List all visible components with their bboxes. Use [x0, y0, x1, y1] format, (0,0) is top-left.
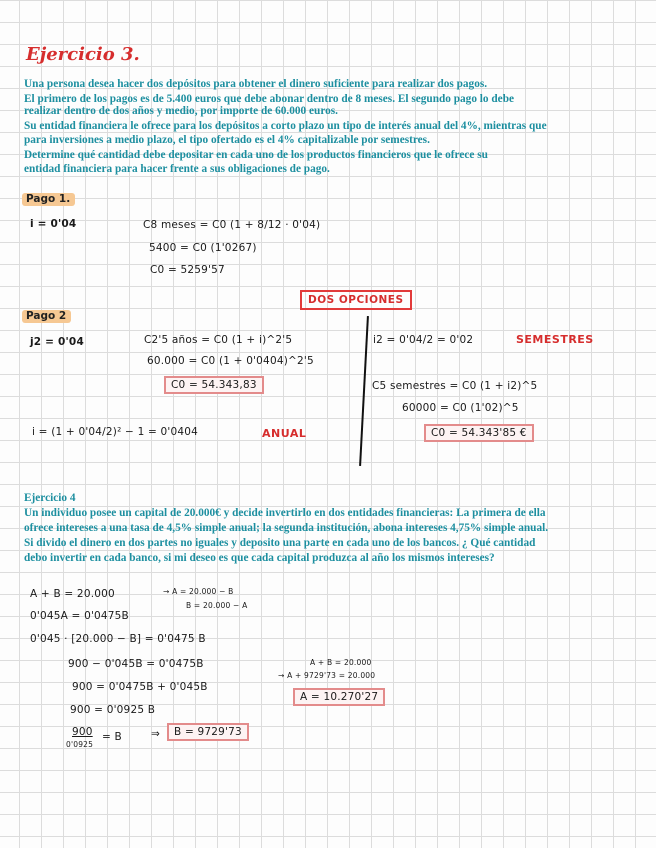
pago-1-equation-1: C8 meses = C0 (1 + 8/12 · 0'04)	[143, 219, 321, 231]
pago-2-label: Pago 2	[22, 310, 71, 323]
semester-equation-2: 60000 = C0 (1'02)^5	[402, 402, 519, 414]
annual-rate-equation: i = (1 + 0'04/2)² − 1 = 0'0404	[32, 426, 199, 438]
pago-1-equation-2: 5400 = C0 (1'0267)	[149, 242, 257, 254]
exercise-4-title: Ejercicio 4	[24, 492, 76, 504]
ex4-equation-1: A + B = 20.000	[30, 588, 115, 600]
ex4-equation-1-rewrite-b: B = 20.000 − A	[186, 601, 248, 610]
ex4-fraction-numerator: 900	[72, 726, 93, 738]
ex4-fraction-denominator: 0'0925	[66, 740, 94, 749]
exercise-3-title: Ejercicio 3.	[26, 44, 140, 65]
ex4-equation-6: 900 = 0'0925 B	[70, 704, 156, 716]
ex4-equation-1-rewrite-a: → A = 20.000 − B	[163, 587, 234, 596]
ex4-equation-5: 900 = 0'0475B + 0'045B	[72, 681, 208, 693]
pago-2-equation-2: 60.000 = C0 (1 + 0'0404)^2'5	[147, 355, 314, 367]
ex4-fraction-equals: = B	[102, 731, 122, 743]
ex4-statement-line-2: ofrece intereses a una tasa de 4,5% simple anual; la segunda institución, abona intereses 4,75% simple anual.	[24, 522, 549, 534]
options-divider	[359, 316, 369, 466]
ex4-statement-line-3: Si divido el dinero en dos partes no iguales y deposito una parte en cada uno de los bancos. ¿ Qué cantidad	[24, 537, 536, 549]
ex3-statement-line-4: Su entidad financiera le ofrece para los depósitos a corto plazo un tipo de interés anual del 4%, mientras que	[24, 120, 547, 132]
pago-1-rate: i = 0'04	[30, 218, 77, 230]
pago-2-rate: j2 = 0'04	[30, 336, 84, 348]
ex3-statement-line-3: realizar dentro de dos años y medio, por importe de 60.000 euros.	[24, 105, 339, 117]
pago-2-annual-result: C0 = 54.343,83	[164, 376, 264, 394]
annual-label: ANUAL	[262, 427, 307, 440]
pago-1-label: Pago 1.	[22, 193, 75, 206]
ex4-statement-line-1: Un individuo posee un capital de 20.000€ y decide invertirlo en dos entidades financieras: La primera de ella	[24, 507, 546, 519]
ex3-statement-line-1: Una persona desea hacer dos depósitos para obtener el dinero suficiente para realizar dos pagos.	[24, 78, 488, 90]
ex3-statement-line-5: para inversiones a medio plazo, el tipo ofertado es el 4% capitalizable por semestres.	[24, 134, 430, 146]
semester-equation-1: C5 semestres = C0 (1 + i2)^5	[372, 380, 538, 392]
pago-2-equation-1: C2'5 años = C0 (1 + i)^2'5	[144, 334, 293, 346]
ex4-result-eq-1: A + B = 20.000	[310, 658, 372, 667]
semester-rate: i2 = 0'04/2 = 0'02	[373, 334, 474, 346]
ex4-equation-3: 0'045 · [20.000 − B] = 0'0475 B	[30, 633, 206, 645]
ex4-result-eq-2: → A + 9729'73 = 20.000	[278, 671, 376, 680]
semester-label: SEMESTRES	[516, 333, 594, 346]
pago-1-equation-3: C0 = 5259'57	[150, 264, 225, 276]
ex4-equation-4: 900 − 0'045B = 0'0475B	[68, 658, 204, 670]
semester-result: C0 = 54.343'85 €	[424, 424, 534, 442]
ex4-result-b: B = 9729'73	[167, 723, 249, 741]
ex4-equation-2: 0'045A = 0'0475B	[30, 610, 129, 622]
ex3-statement-line-7: entidad financiera para hacer frente a sus obligaciones de pago.	[24, 163, 330, 175]
ex3-statement-line-2: El primero de los pagos es de 5.400 euros que debe abonar dentro de 8 meses. El segundo pago lo debe	[24, 93, 514, 105]
ex4-implies-arrow: ⇒	[151, 728, 160, 740]
ex3-statement-line-6: Determine qué cantidad debe depositar en cada uno de los productos financieros que le ofrece su	[24, 149, 488, 161]
ex4-result-a: A = 10.270'27	[293, 688, 385, 706]
ex4-statement-line-4: debo invertir en cada banco, si mi deseo es que cada capital produzca al año los mismos intereses?	[24, 552, 495, 564]
options-label: DOS OPCIONES	[300, 290, 412, 310]
